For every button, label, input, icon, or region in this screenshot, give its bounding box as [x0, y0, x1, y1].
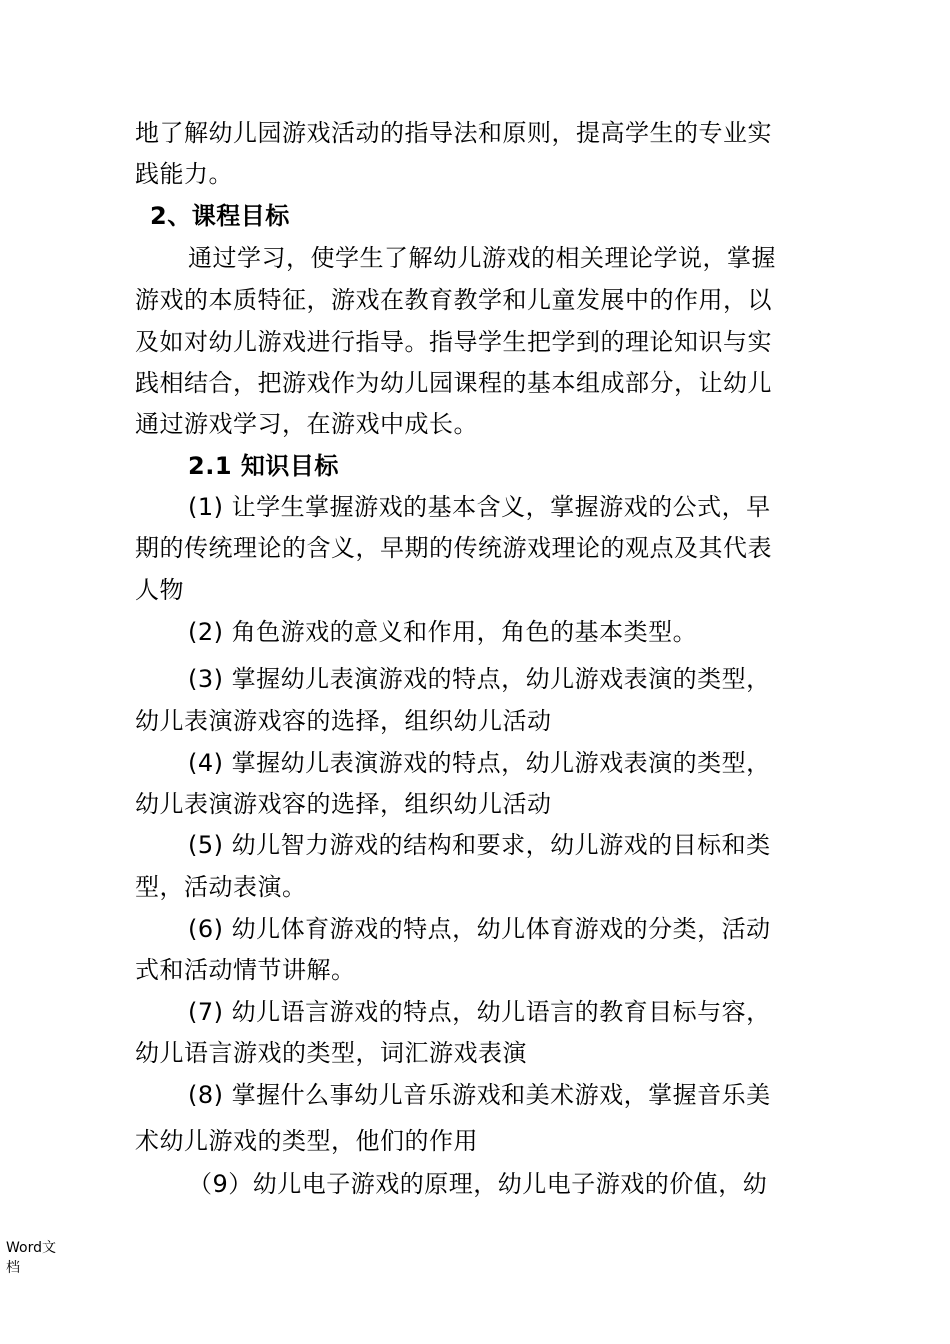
text-line: 幼儿表演游戏容的选择，组织幼儿活动	[135, 790, 552, 818]
footer-label: Word文档	[6, 1240, 56, 1276]
text-line: (1) 让学生掌握游戏的基本含义，掌握游戏的公式，早	[188, 493, 771, 521]
text-line: 通过游戏学习，在游戏中成长。	[135, 410, 478, 438]
text-line: 幼儿表演游戏容的选择，组织幼儿活动	[135, 707, 552, 735]
text-line: 践相结合，把游戏作为幼儿园课程的基本组成部分，让幼儿	[135, 369, 772, 397]
text-line: 践能力。	[135, 160, 233, 188]
text-line: 幼儿语言游戏的类型，词汇游戏表演	[135, 1039, 527, 1067]
text-line: 人物	[135, 576, 184, 604]
text-line: 游戏的本质特征，游戏在教育教学和儿童发展中的作用，以	[135, 286, 772, 314]
subsection-heading: 2.1 知识目标	[188, 452, 339, 480]
text-line: 期的传统理论的含义，早期的传统游戏理论的观点及其代表	[135, 534, 772, 562]
text-line: （9）幼儿电子游戏的原理，幼儿电子游戏的价值，幼	[188, 1170, 768, 1198]
text-line: (3) 掌握幼儿表演游戏的特点，幼儿游戏表演的类型，	[188, 665, 771, 693]
text-line: (7) 幼儿语言游戏的特点，幼儿语言的教育目标与容，	[188, 998, 771, 1026]
text-line: 通过学习，使学生了解幼儿游戏的相关理论学说，掌握	[188, 244, 776, 272]
text-line: (4) 掌握幼儿表演游戏的特点，幼儿游戏表演的类型，	[188, 749, 771, 777]
text-line: 型，活动表演。	[135, 873, 307, 901]
text-line: 术幼儿游戏的类型，他们的作用	[135, 1127, 478, 1155]
text-line: (8) 掌握什么事幼儿音乐游戏和美术游戏，掌握音乐美	[188, 1081, 771, 1109]
text-line: (6) 幼儿体育游戏的特点，幼儿体育游戏的分类，活动	[188, 915, 771, 943]
text-line: 式和活动情节讲解。	[135, 956, 356, 984]
text-line: 地了解幼儿园游戏活动的指导法和原则，提高学生的专业实	[135, 119, 772, 147]
text-line: (2) 角色游戏的意义和作用，角色的基本类型。	[188, 618, 698, 646]
text-line: (5) 幼儿智力游戏的结构和要求，幼儿游戏的目标和类	[188, 831, 771, 859]
section-heading: 2、课程目标	[150, 202, 290, 230]
text-line: 及如对幼儿游戏进行指导。指导学生把学到的理论知识与实	[135, 328, 772, 356]
